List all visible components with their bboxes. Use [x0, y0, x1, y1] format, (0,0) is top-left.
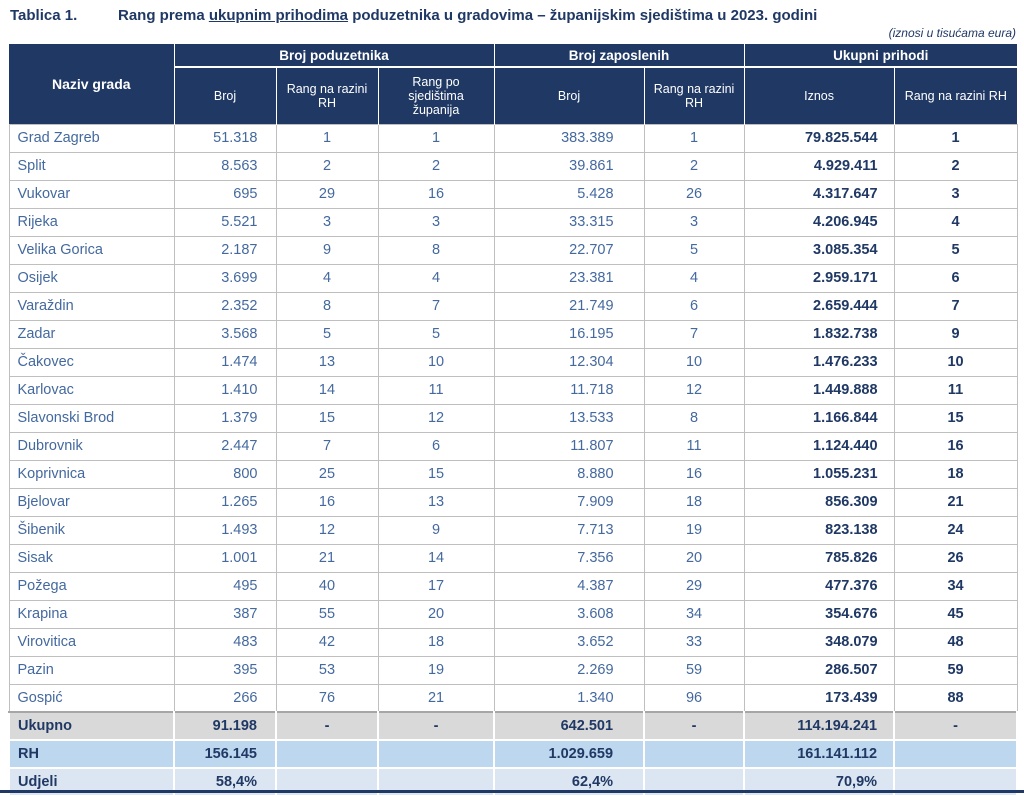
entrepreneurs-rank-rh: 7	[276, 432, 378, 460]
entrepreneurs-count: 1.001	[174, 544, 276, 572]
employees-count: 7.356	[494, 544, 644, 572]
entrepreneurs-count: 266	[174, 684, 276, 712]
table-row	[9, 544, 1017, 572]
revenue-rank-rh: 18	[894, 460, 1017, 488]
entrepreneurs-rank-county: 5	[378, 320, 494, 348]
entrepreneurs-rank-rh: 4	[276, 264, 378, 292]
city-name: Vukovar	[9, 180, 174, 208]
revenue-amount: 856.309	[744, 488, 894, 516]
revenue-rank-rh: 15	[894, 404, 1017, 432]
column-header-entrepreneurs-rank-rh: Rang na razini RH	[276, 67, 378, 124]
city-name: Sisak	[9, 544, 174, 572]
entrepreneurs-count: 495	[174, 572, 276, 600]
employees-count: 7.713	[494, 516, 644, 544]
entrepreneurs-count: 3.699	[174, 264, 276, 292]
entrepreneurs-rank-county: 16	[378, 180, 494, 208]
city-name: Krapina	[9, 600, 174, 628]
entrepreneurs-rank-rh: 12	[276, 516, 378, 544]
employees-rank-rh: 20	[644, 544, 744, 572]
table-row	[9, 404, 1017, 432]
table-row	[9, 376, 1017, 404]
employees-count: 7.909	[494, 488, 644, 516]
entrepreneurs-rank-rh: 16	[276, 488, 378, 516]
table-row	[9, 488, 1017, 516]
employees-count: 3.608	[494, 600, 644, 628]
entrepreneurs-rank-county: 13	[378, 488, 494, 516]
employees-count: 16.195	[494, 320, 644, 348]
revenue-rank-rh	[894, 740, 1017, 768]
entrepreneurs-count: 91.198	[174, 712, 276, 740]
revenue-amount: 161.141.112	[744, 740, 894, 768]
table-row	[9, 600, 1017, 628]
revenue-amount: 348.079	[744, 628, 894, 656]
entrepreneurs-rank-county: 1	[378, 124, 494, 152]
city-name: Velika Gorica	[9, 236, 174, 264]
employees-count: 642.501	[494, 712, 644, 740]
revenue-amount: 354.676	[744, 600, 894, 628]
revenue-amount: 2.959.171	[744, 264, 894, 292]
entrepreneurs-rank-county: 11	[378, 376, 494, 404]
entrepreneurs-rank-rh: 13	[276, 348, 378, 376]
revenue-amount: 1.449.888	[744, 376, 894, 404]
employees-rank-rh: 2	[644, 152, 744, 180]
table-row	[9, 432, 1017, 460]
revenue-rank-rh: 11	[894, 376, 1017, 404]
summary-row-rh	[9, 740, 1017, 768]
revenue-rank-rh: 24	[894, 516, 1017, 544]
column-header-entrepreneurs-rank-county: Rang po sjedištima županija	[378, 67, 494, 124]
revenue-amount: 4.929.411	[744, 152, 894, 180]
entrepreneurs-rank-county: 3	[378, 208, 494, 236]
group-header-employees: Broj zaposlenih	[494, 44, 744, 67]
entrepreneurs-count: 2.447	[174, 432, 276, 460]
entrepreneurs-count: 3.568	[174, 320, 276, 348]
city-name: Gospić	[9, 684, 174, 712]
entrepreneurs-rank-county: 7	[378, 292, 494, 320]
title-text	[118, 7, 817, 24]
revenue-amount: 4.206.945	[744, 208, 894, 236]
table-title	[10, 5, 1016, 26]
units-note: (iznosi u tisućama eura)	[888, 26, 1016, 40]
employees-rank-rh	[644, 740, 744, 768]
entrepreneurs-rank-rh: 40	[276, 572, 378, 600]
table-row	[9, 152, 1017, 180]
revenue-amount: 1.476.233	[744, 348, 894, 376]
table-row	[9, 124, 1017, 152]
employees-count: 3.652	[494, 628, 644, 656]
entrepreneurs-count: 2.187	[174, 236, 276, 264]
entrepreneurs-count: 1.379	[174, 404, 276, 432]
city-name: Požega	[9, 572, 174, 600]
revenue-rank-rh: 34	[894, 572, 1017, 600]
title-block	[0, 0, 1024, 41]
table-header	[9, 44, 1017, 124]
entrepreneurs-rank-rh	[276, 740, 378, 768]
revenue-amount: 79.825.544	[744, 124, 894, 152]
entrepreneurs-count: 1.265	[174, 488, 276, 516]
employees-rank-rh: 7	[644, 320, 744, 348]
column-header-employees-count: Broj	[494, 67, 644, 124]
title-prefix: Rang prema	[118, 7, 209, 24]
city-name: Zadar	[9, 320, 174, 348]
group-header-revenues: Ukupni prihodi	[744, 44, 1017, 67]
summary-label: Udjeli	[9, 768, 174, 796]
employees-count: 1.029.659	[494, 740, 644, 768]
revenue-rank-rh: 48	[894, 628, 1017, 656]
table-row	[9, 180, 1017, 208]
employees-rank-rh: 29	[644, 572, 744, 600]
table-row	[9, 348, 1017, 376]
entrepreneurs-count: 58,4%	[174, 768, 276, 796]
city-name: Grad Zagreb	[9, 124, 174, 152]
employees-rank-rh: 34	[644, 600, 744, 628]
revenue-rank-rh: 1	[894, 124, 1017, 152]
ranking-table	[8, 44, 1018, 797]
employees-rank-rh: 1	[644, 124, 744, 152]
employees-rank-rh: 11	[644, 432, 744, 460]
entrepreneurs-count: 800	[174, 460, 276, 488]
revenue-amount: 4.317.647	[744, 180, 894, 208]
entrepreneurs-count: 2.352	[174, 292, 276, 320]
summary-label: RH	[9, 740, 174, 768]
entrepreneurs-rank-rh: 42	[276, 628, 378, 656]
employees-rank-rh: 16	[644, 460, 744, 488]
entrepreneurs-rank-county: 21	[378, 684, 494, 712]
city-name: Dubrovnik	[9, 432, 174, 460]
column-header-employees-rank-rh: Rang na razini RH	[644, 67, 744, 124]
table-row	[9, 292, 1017, 320]
entrepreneurs-rank-rh: 3	[276, 208, 378, 236]
employees-count: 11.807	[494, 432, 644, 460]
entrepreneurs-rank-county: 20	[378, 600, 494, 628]
column-header-revenue-rank-rh: Rang na razini RH	[894, 67, 1017, 124]
entrepreneurs-rank-county: 8	[378, 236, 494, 264]
entrepreneurs-rank-rh: 25	[276, 460, 378, 488]
employees-rank-rh: 18	[644, 488, 744, 516]
revenue-rank-rh: 16	[894, 432, 1017, 460]
city-name: Varaždin	[9, 292, 174, 320]
employees-rank-rh: -	[644, 712, 744, 740]
entrepreneurs-count: 395	[174, 656, 276, 684]
employees-count: 39.861	[494, 152, 644, 180]
revenue-rank-rh: 59	[894, 656, 1017, 684]
column-header-entrepreneurs-count: Broj	[174, 67, 276, 124]
entrepreneurs-rank-county: 2	[378, 152, 494, 180]
revenue-amount: 1.166.844	[744, 404, 894, 432]
summary-row-ukupno	[9, 712, 1017, 740]
summary-label: Ukupno	[9, 712, 174, 740]
city-name: Split	[9, 152, 174, 180]
city-name: Osijek	[9, 264, 174, 292]
revenue-amount: 1.124.440	[744, 432, 894, 460]
table-row	[9, 656, 1017, 684]
city-name: Koprivnica	[9, 460, 174, 488]
table-body	[9, 124, 1017, 796]
employees-rank-rh: 59	[644, 656, 744, 684]
revenue-amount: 2.659.444	[744, 292, 894, 320]
entrepreneurs-rank-rh: 53	[276, 656, 378, 684]
entrepreneurs-rank-county: 18	[378, 628, 494, 656]
entrepreneurs-rank-county: 10	[378, 348, 494, 376]
employees-count: 22.707	[494, 236, 644, 264]
entrepreneurs-count: 1.474	[174, 348, 276, 376]
revenue-rank-rh: 6	[894, 264, 1017, 292]
entrepreneurs-rank-rh: 1	[276, 124, 378, 152]
revenue-rank-rh: 21	[894, 488, 1017, 516]
employees-count: 2.269	[494, 656, 644, 684]
employees-rank-rh: 96	[644, 684, 744, 712]
revenue-rank-rh: 2	[894, 152, 1017, 180]
table-row	[9, 264, 1017, 292]
revenue-rank-rh: 4	[894, 208, 1017, 236]
employees-rank-rh: 3	[644, 208, 744, 236]
revenue-amount: 1.055.231	[744, 460, 894, 488]
entrepreneurs-rank-rh: 76	[276, 684, 378, 712]
employees-rank-rh: 19	[644, 516, 744, 544]
entrepreneurs-rank-rh: 21	[276, 544, 378, 572]
table-number-label: Tablica 1.	[10, 7, 78, 24]
revenue-amount: 286.507	[744, 656, 894, 684]
entrepreneurs-rank-county: 19	[378, 656, 494, 684]
title-suffix: poduzetnika u gradovima – županijskim sjedištima u 2023. godini	[348, 7, 818, 24]
table-row	[9, 460, 1017, 488]
entrepreneurs-rank-county: 14	[378, 544, 494, 572]
employees-rank-rh: 10	[644, 348, 744, 376]
revenue-rank-rh: 88	[894, 684, 1017, 712]
revenue-amount: 70,9%	[744, 768, 894, 796]
column-header-city: Naziv grada	[9, 44, 174, 124]
entrepreneurs-rank-rh: 29	[276, 180, 378, 208]
employees-count: 23.381	[494, 264, 644, 292]
column-header-revenue-amount: Iznos	[744, 67, 894, 124]
entrepreneurs-rank-rh: -	[276, 712, 378, 740]
title-underlined-phrase: ukupnim prihodima	[208, 7, 349, 24]
entrepreneurs-count: 1.410	[174, 376, 276, 404]
revenue-amount: 477.376	[744, 572, 894, 600]
entrepreneurs-rank-county: 6	[378, 432, 494, 460]
city-name: Karlovac	[9, 376, 174, 404]
entrepreneurs-count: 387	[174, 600, 276, 628]
employees-count: 8.880	[494, 460, 644, 488]
employees-count: 4.387	[494, 572, 644, 600]
employees-count: 13.533	[494, 404, 644, 432]
employees-rank-rh: 5	[644, 236, 744, 264]
table-row	[9, 572, 1017, 600]
table-row	[9, 628, 1017, 656]
revenue-rank-rh: 5	[894, 236, 1017, 264]
table-row	[9, 516, 1017, 544]
entrepreneurs-rank-county: 17	[378, 572, 494, 600]
revenue-rank-rh: 10	[894, 348, 1017, 376]
entrepreneurs-count: 51.318	[174, 124, 276, 152]
entrepreneurs-rank-rh: 8	[276, 292, 378, 320]
entrepreneurs-rank-county	[378, 740, 494, 768]
city-name: Rijeka	[9, 208, 174, 236]
entrepreneurs-count: 483	[174, 628, 276, 656]
employees-rank-rh: 33	[644, 628, 744, 656]
employees-count: 5.428	[494, 180, 644, 208]
revenue-rank-rh: 7	[894, 292, 1017, 320]
entrepreneurs-rank-county: -	[378, 712, 494, 740]
revenue-rank-rh: 3	[894, 180, 1017, 208]
table-row	[9, 320, 1017, 348]
entrepreneurs-count: 1.493	[174, 516, 276, 544]
revenue-amount: 1.832.738	[744, 320, 894, 348]
revenue-amount: 823.138	[744, 516, 894, 544]
revenue-rank-rh: 9	[894, 320, 1017, 348]
entrepreneurs-rank-rh: 5	[276, 320, 378, 348]
employees-rank-rh: 6	[644, 292, 744, 320]
employees-count: 33.315	[494, 208, 644, 236]
entrepreneurs-rank-county: 15	[378, 460, 494, 488]
entrepreneurs-rank-rh: 9	[276, 236, 378, 264]
revenue-rank-rh: 26	[894, 544, 1017, 572]
header-group-row	[9, 44, 1017, 67]
entrepreneurs-rank-rh: 2	[276, 152, 378, 180]
entrepreneurs-count: 695	[174, 180, 276, 208]
revenue-amount: 114.194.241	[744, 712, 894, 740]
employees-count: 11.718	[494, 376, 644, 404]
employees-count: 62,4%	[494, 768, 644, 796]
entrepreneurs-count: 156.145	[174, 740, 276, 768]
entrepreneurs-rank-county: 4	[378, 264, 494, 292]
entrepreneurs-count: 8.563	[174, 152, 276, 180]
city-name: Šibenik	[9, 516, 174, 544]
employees-count: 1.340	[494, 684, 644, 712]
revenue-amount: 3.085.354	[744, 236, 894, 264]
employees-count: 383.389	[494, 124, 644, 152]
employees-rank-rh: 4	[644, 264, 744, 292]
revenue-rank-rh: -	[894, 712, 1017, 740]
group-header-entrepreneurs: Broj poduzetnika	[174, 44, 494, 67]
revenue-rank-rh: 45	[894, 600, 1017, 628]
entrepreneurs-rank-county: 9	[378, 516, 494, 544]
city-name: Virovitica	[9, 628, 174, 656]
revenue-amount: 173.439	[744, 684, 894, 712]
table-row	[9, 236, 1017, 264]
table-row	[9, 684, 1017, 712]
entrepreneurs-rank-county: 12	[378, 404, 494, 432]
table-row	[9, 208, 1017, 236]
entrepreneurs-rank-rh: 55	[276, 600, 378, 628]
entrepreneurs-rank-rh: 15	[276, 404, 378, 432]
revenue-amount: 785.826	[744, 544, 894, 572]
city-name: Bjelovar	[9, 488, 174, 516]
entrepreneurs-rank-rh: 14	[276, 376, 378, 404]
employees-rank-rh: 8	[644, 404, 744, 432]
employees-rank-rh: 12	[644, 376, 744, 404]
city-name: Slavonski Brod	[9, 404, 174, 432]
city-name: Čakovec	[9, 348, 174, 376]
employees-rank-rh: 26	[644, 180, 744, 208]
city-name: Pazin	[9, 656, 174, 684]
employees-count: 12.304	[494, 348, 644, 376]
entrepreneurs-count: 5.521	[174, 208, 276, 236]
employees-count: 21.749	[494, 292, 644, 320]
